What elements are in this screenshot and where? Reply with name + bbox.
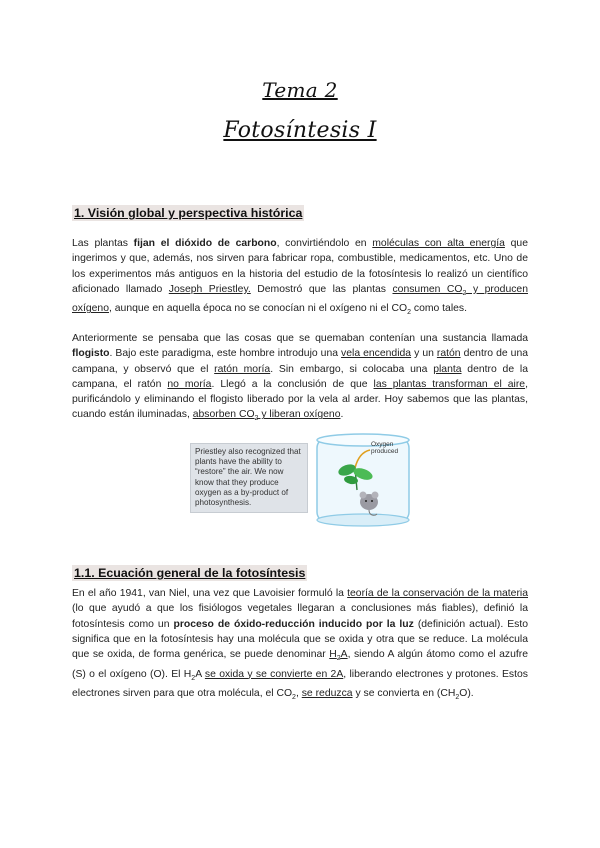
title-tema: Tema 2 [262, 78, 338, 102]
section-1-1-heading: 1.1. Ecuación general de la fotosíntesis [74, 566, 306, 580]
title-fotosintesis: Fotosíntesis I [223, 118, 377, 143]
figure-caption: Priestley also recognized that plants have the ability to “restore” the air. We now know that they produce oxygen as a by-product of photosynthesis. [190, 443, 308, 513]
section-1-heading: 1. Visión global y perspectiva histórica [74, 206, 303, 220]
produced-label: produced [371, 448, 399, 455]
bell-jar-illustration [313, 430, 413, 530]
oxygen-label: Oxygen [371, 441, 394, 448]
section-1-paragraph-1: Las plantas fijan el dióxido de carbono, convirtiéndolo en moléculas con alta energía que ingerimos y que, además, nos sirven para fabricar ropa, combustible, medicamentos, etc. Uno de los experimentos más antiguos en la historia del estudio de la fotosíntesis lo realizó un científico aficionado llamado Joseph Priestley. Demostró que las plantas consumen $CO_2$ y producen oxígeno, aunque en aquella época no se conocían ni el oxígeno ni el $CO_2$ como tales. [72, 238, 528, 317]
section-1-1-paragraph: En el año 1941, van Niel, una vez que Lavoisier formuló la teoría de la conservación de la materia (lo que ayudó a que los fisiólogos vegetales llegaran a conclusiones más fiables), definió la fotosíntesis como un proceso de óxido-reducción inducido por la luz (definición actual). Esto significa que en la fotosíntesis hay una molécula que se oxida y otra que se reduce. La molécula que se oxida, de forma genérica, se puede denominar $H_2A$, siendo A algún átomo como el azufre (S) o el oxígeno (O). El $H_2A$ se oxida y se convierte en 2A, liberando electrones y protones. Estos electrones sirven para que otra molécula, el $CO_2$, se reduzca y se convierta en $(CH_2O)$. [72, 588, 529, 702]
section-1-paragraph-2: Anteriormente se pensaba que las cosas que se quemaban contenían una sustancia llamada flogisto. Bajo este paradigma, este hombre introdujo una vela encendida y un ratón dentro de una campana, y observó que el ratón moría. Sin embargo, si colocaba una planta dentro de la campana, el ratón no moría. Llegó a la conclusión de que las plantas transforman el aire, purificándolo y eliminando el flogisto liberado por la vela al arder. Hoy sabemos que las plantas, cuando están iluminadas, absorben $CO_2$ y liberan oxígeno. [72, 333, 529, 423]
